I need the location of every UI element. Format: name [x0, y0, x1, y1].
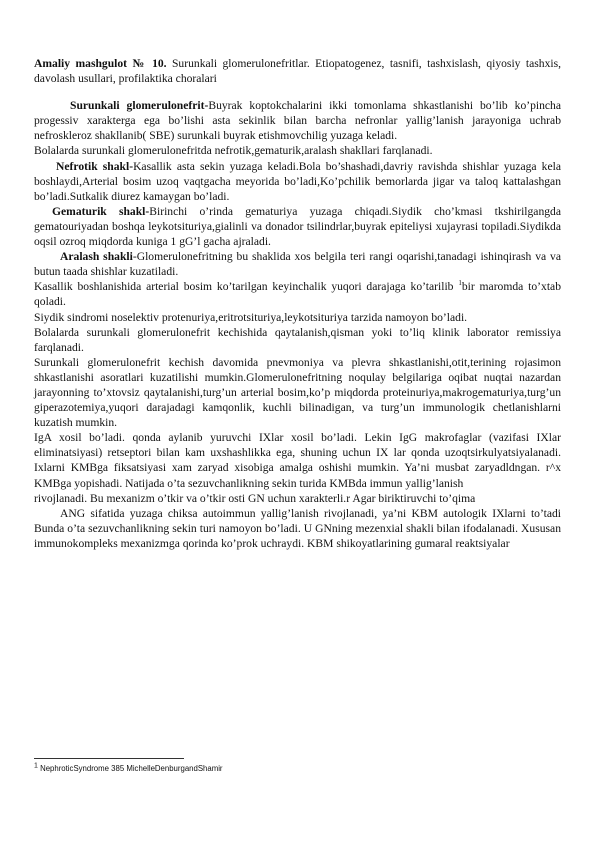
paragraph-text: Birinchi o’rinda gematuriya yuzaga chiqadi.Siydik cho’kmasi tkshirilgangda gematouriyadan boshqa leykotsituriya,gialinli va donador tsilindrlar,buyrak epiteliysi xujayrasi topiladi.Siydikda oqsil ozroq miqdorda kuniga 1 gG’l gacha ajraladi.	[34, 204, 561, 249]
paragraph-autoimmune: ANG sifatida yuzaga chiksa autoimmun yallig’lanish rivojlanadi, ya’ni KBM autologik IXlarni to’tadi Bunda o’ta sezuvchanlikning sekin turi namoyon bo’ladi. U GNning mezenxial shakli bilan ifodalanadi. Xususan immunokompleks mexanizmga qorinda ko’prok uchraydi. KBM shikoyatlarining gumaral reaktsiyalar	[34, 506, 561, 550]
footnote	[34, 764, 561, 774]
footnote-separator	[34, 758, 184, 759]
paragraph-urinary-syndrome: Siydik sindromi noselektiv protenuriya,eritrotsituriya,leykotsituriya tarzida namoyon bo’ladi.	[34, 310, 468, 324]
paragraph-definition	[34, 98, 561, 143]
title-rest: Surunkali glomerulonefritlar. Etiopatogenez, tasnifi, tashxislash, qiyosiy tashxis, davolash usullari, profilaktika choralari	[34, 57, 561, 86]
footnote-number: 1	[34, 762, 38, 770]
paragraph-forms: Bolalarda surunkali glomerulonefritda nefrotik,gematurik,aralash shakllari farqlanadi.	[34, 144, 433, 158]
paragraph-blood-pressure	[34, 279, 561, 309]
paragraph-text: -Glomerulonefritning bu shaklida xos belgila teri rangi oqarishi,tanadagi ishinqirash va va butun taada shishlar kuzatiladi.	[34, 250, 561, 279]
paragraph-text: bir maromda to’xtab qoladi.	[34, 280, 561, 309]
paragraph-complications: Surunkali glomerulonefrit kechish davomida pnevmoniya va plevra shkastlanishi,otit,terining rojasimon shkastlanishi asoratlari kuzatilishi mumkin.Glomerulonefritning noqulay belgilariga oqibat nuqtai nazardan jarayonning to’xtovsiz qaytalanishi,turg’un arterial bosim,ko’p miqdorda proteinuriya,makrogematuriya,turg’un giperazotemiya,yuqori darajadagi kamqonlik, kuchli bilinadigan, va turg’un immunologik chetlanishlarni kuzatish mumkin.	[34, 355, 561, 430]
term-chronic-glomerulonephritis: Surunkali glomerulonefrit-	[70, 99, 209, 113]
paragraph-text: Kasallik boshlanishida arterial bosim ko’tarilgan keyinchalik yuqori darajaga ko’tarilib	[34, 280, 459, 294]
paragraph-text: Kasallik asta sekin yuzaga keladi.Bola bo’shashadi,davriy ravishda shishlar yuzaga kela boshlaydi,Arterial bosim uzoq vaqtgacha meyorida bo’ladi,Ko’pchilik bemorlarda jigar va taloq kattalashgan bo’ladi.Sutkalik diurez kamaygan bo’ladi.	[34, 159, 561, 203]
paragraph-remission: Bolalarda surunkali glomerulonefrit kechishida qaytalanish,qisman yoki to’liq klinik laborator remissiya farqlanadi.	[34, 325, 561, 354]
paragraph-hematuric	[34, 204, 561, 249]
footnote-text: NephroticSyndrome 385 MichelleDenburgandShamir	[37, 764, 223, 773]
paragraph-mixed	[34, 249, 561, 279]
paragraph-iga: IgA xosil bo’ladi. qonda aylanib yuruvchi IXlar xosil bo’ladi. Lekin IgG makrofaglar (vazifasi IXlar eliminatsiyasi) retseptori bilan kam uxshashlikka ega, shuning uchun IX lar qonda uzoqtsirkulyatsiyalanadi. Ixlarni KMBga fiksatsiyasi xam zaryad xisobiga amalga oshishi mumkin. Ya’ni musbat zaryadldngan. r^x KMBga yopishadi. Natijada o’ta sezuvchanlikning sekin turida KMBda immun yallig’lanish	[34, 431, 561, 490]
paragraph-text: Buyrak koptokchalarini ikki tomonlama shkastlanishi bo’lib ko’pincha progessiv xarakterga ega bo’lishi asta sekinlik bilan barcha nefronlar yallig’lanish jarayoniga uchrab nefroskleroz shakllanib( SBE) surunkali buyrak etishmovchilig yuzaga keladi.	[34, 99, 562, 143]
title-bold: Amaliy mashgulot № 10.	[34, 57, 167, 70]
footnote-reference[interactable]: 1	[458, 279, 462, 288]
term-nephrotic: Nefrotik shakl-	[56, 159, 134, 173]
paragraph-nephrotic	[34, 159, 561, 204]
document-body	[34, 56, 561, 551]
page-title	[34, 56, 561, 86]
term-hematuric: Gematurik shakl-	[52, 204, 150, 218]
term-mixed: Aralash shakli	[60, 250, 133, 264]
paragraph-mechanism: rivojlanadi. Bu mexanizm o’tkir va o’tkir osti GN uchun xarakterli.r Agar biriktiruvchi to’qima	[34, 491, 476, 505]
